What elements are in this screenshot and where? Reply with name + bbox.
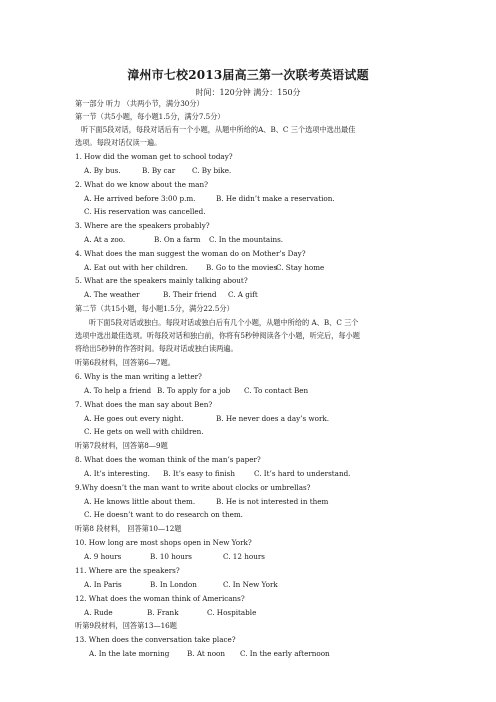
section-subheading-2: 第二节（共15小题，每小题1.5分，满分22.5分） xyxy=(75,304,234,313)
question-7-option-c: C. He gets on well with children. xyxy=(84,427,204,436)
question-6: 6. Why is the man writing a letter? xyxy=(75,372,202,381)
option: B. He never does a day’s work. xyxy=(216,414,330,423)
option: A. In Paris xyxy=(84,580,122,589)
option: A. By bus. xyxy=(84,166,121,175)
question-10-options xyxy=(84,552,265,562)
exam-subtitle: 时间：120分钟 满分：150分 xyxy=(195,88,301,97)
option: C. To contact Ben xyxy=(244,386,309,395)
section-heading: 第一部分 听力 （共两小节，满分30分） xyxy=(75,99,204,108)
option: A. At a zoo. xyxy=(84,235,126,244)
option: C. A gift xyxy=(228,290,258,299)
option: B. In London xyxy=(150,580,197,589)
option: A. He arrived before 3:00 p.m. xyxy=(84,194,196,203)
section-subheading: 第一节（共5小题，每小题1.5分，满分7.5分） xyxy=(75,112,225,121)
question-7: 7. What does the man say about Ben? xyxy=(75,400,213,409)
option: B. 10 hours xyxy=(150,552,192,561)
option: C. By bike. xyxy=(192,166,232,175)
question-13: 13. When does the conversation take place? xyxy=(75,635,236,644)
option: B. Go to the movies xyxy=(206,263,278,272)
instructions-2-cont: 将给出5秒钟的作答时间。每段对话或独白读两遍。 xyxy=(75,344,238,353)
question-9-option-c: C. He doesn’t want to do research on them. xyxy=(84,510,243,519)
option: B. He didn’t make a reservation. xyxy=(216,194,335,203)
question-1-options xyxy=(84,166,231,176)
option: B. On a farm xyxy=(154,235,201,244)
option: C. Stay home xyxy=(276,263,325,272)
option: B. Their friend xyxy=(163,290,217,299)
option: A. Eat out with her children. xyxy=(84,263,188,272)
option: B. He is not interested in them xyxy=(216,497,329,506)
option: A. To help a friend xyxy=(84,386,152,395)
option: B. By car xyxy=(142,166,176,175)
option: A. He goes out every night. xyxy=(84,414,184,423)
question-4-options xyxy=(84,263,324,273)
question-1: 1. How did the woman get to school today? xyxy=(75,152,233,161)
question-7-options xyxy=(84,414,329,424)
exam-title: 漳州市七校2013届高三第一次联考英语试题 xyxy=(127,68,369,82)
option: C. In the early afternoon xyxy=(240,649,330,658)
option: A. 9 hours xyxy=(84,552,122,561)
question-2-option-c: C. His reservation was cancelled. xyxy=(84,207,206,216)
instructions-cont: 选项。每段对话仅读一遍。 xyxy=(75,138,162,147)
option: C. 12 hours xyxy=(223,552,265,561)
option: B. To apply for a job xyxy=(157,386,231,395)
question-5-options xyxy=(84,290,258,300)
option: A. The weather xyxy=(84,290,140,299)
question-6-options xyxy=(84,386,308,396)
question-3-options xyxy=(84,235,283,245)
option: A. In the late morning xyxy=(89,649,170,658)
question-2: 2. What do we know about the man? xyxy=(75,180,208,189)
question-5: 5. What are the speakers mainly talking about? xyxy=(75,276,248,285)
material-label: 听第7段材料，回答第8—9题 xyxy=(75,441,168,450)
question-12-options xyxy=(84,608,256,618)
option: C. Hospitable xyxy=(207,608,257,617)
instructions-2-cont: 选项中选出最佳选项。听每段对话和独白前，你将有5秒钟阅读各个小题，听完后，每小题 xyxy=(75,331,360,340)
question-2-options xyxy=(84,194,335,204)
option: B. At noon xyxy=(187,649,226,658)
option: A. He knows little about them. xyxy=(84,497,196,506)
option: C. In the mountains. xyxy=(209,235,284,244)
instructions-2: 听下面5段对话或独白。每段对话或独白后有几个小题，从题中所给的 A、B、C 三个 xyxy=(89,318,359,327)
option: A. It’s interesting. xyxy=(84,469,150,478)
option: B. Frank xyxy=(147,608,179,617)
option: A. Rude xyxy=(84,608,113,617)
question-9: 9.Why doesn’t the man want to write about clocks or umbrellas? xyxy=(75,483,311,492)
material-label: 听第8 段材料， 回答第10—12题 xyxy=(75,524,182,533)
question-8-options xyxy=(84,469,350,479)
question-11-options xyxy=(84,580,278,590)
material-label: 听第6段材料，回答第6—7题。 xyxy=(75,358,175,367)
question-4: 4. What does the man suggest the woman do on Mother’s Day? xyxy=(75,249,306,258)
question-13-options xyxy=(89,649,330,659)
option: B. It’s easy to finish xyxy=(163,469,235,478)
question-8: 8. What does the woman think of the man’s paper? xyxy=(75,455,261,464)
instructions: 听下面5段对话，每段对话后有一个小题，从题中所给的A、B、C 三个选项中选出最佳 xyxy=(81,125,356,134)
option: C. It’s hard to understand. xyxy=(254,469,351,478)
question-10: 10. How long are most shops open in New York? xyxy=(75,538,252,547)
option: C. In New York xyxy=(223,580,278,589)
question-12: 12. What does the woman think of Americans? xyxy=(75,594,245,603)
question-3: 3. Where are the speakers probably? xyxy=(75,221,210,230)
question-9-options xyxy=(84,497,328,507)
material-label: 听第9段材料，回答第13—16题 xyxy=(75,621,177,630)
question-11: 11. Where are the speakers? xyxy=(75,566,180,575)
